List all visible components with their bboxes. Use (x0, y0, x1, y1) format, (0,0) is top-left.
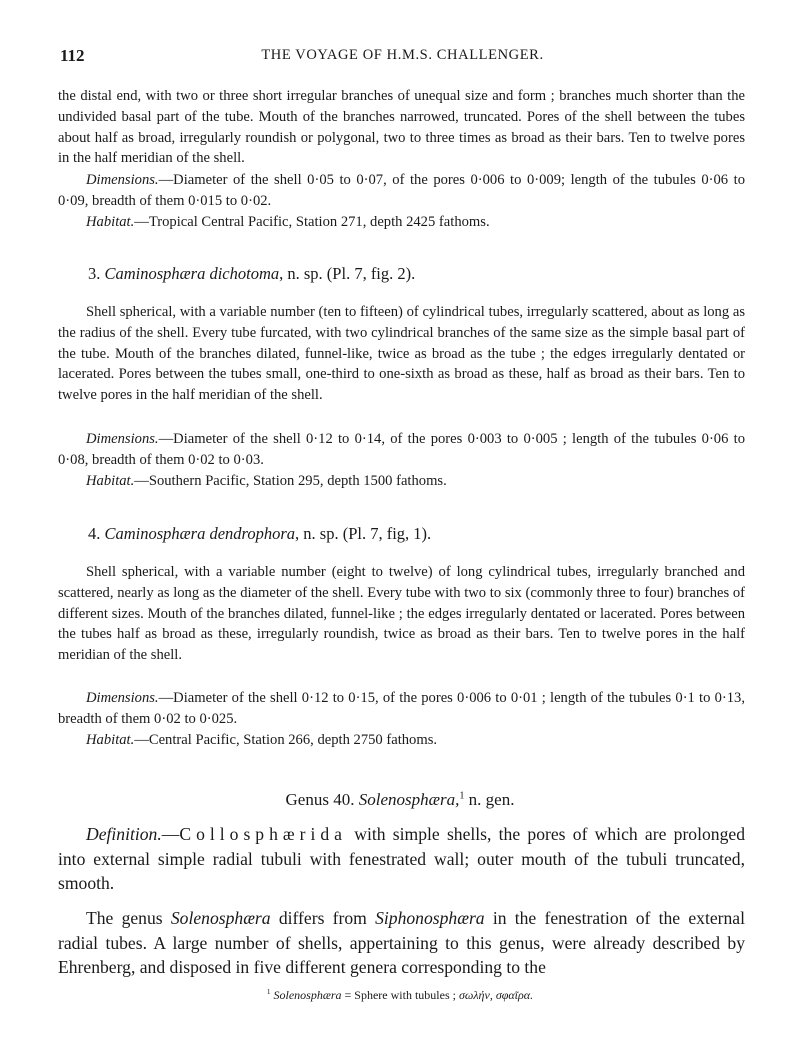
footnote-marker: 1 (459, 790, 465, 802)
dimensions-label: Dimensions. (86, 172, 159, 188)
species-4-habitat (58, 730, 745, 751)
species-3-suffix: , n. sp. (Pl. 7, fig. 2). (279, 264, 416, 283)
habitat-text: —Tropical Central Pacific, Station 271, depth 2425 fathoms. (134, 214, 490, 230)
genus-prefix: Genus 40. (285, 790, 355, 809)
species-3-name: Caminosphæra dichotoma (104, 264, 280, 283)
species-4-description: Shell spherical, with a variable number (eight to twelve) of long cylindrical tubes, irregularly branched and scattered, nearly as long as the diameter of the shell. Every tube with two to six (commonly three to four) branches of different sizes. Mouth of the branches dilated, funnel-like ; the edges irregularly dentated or lacerated. Pores between the tubes half as broad as these, irregularly roundish, twice as broad as their bars. Ten to twelve pores in the half meridian of the shell. (58, 564, 745, 664)
footnote-number: 1 (266, 988, 271, 996)
dimensions-text: —Diameter of the shell 0·12 to 0·15, of the pores 0·006 to 0·01 ; length of the tubules 0·1 to 0·13, breadth of them 0·02 to 0·025. (58, 690, 745, 727)
genus-paragraph-text-3: in the fenestration of the external radial tubes. A large number of shells, appertaining to this genus, were already described by Ehrenberg, and disposed in five different genera corresponding to the (58, 908, 745, 978)
species-4-name: Caminosphæra dendrophora (104, 524, 296, 543)
definition-family: Collosphærida (179, 824, 347, 844)
definition-label: Definition. (86, 824, 162, 844)
genus-definition: Definition.—Collosphærida with simple shells, the pores of which are prolonged into external simple radial tubuli with fenestrated wall; outer mouth of the tubuli truncated, smooth. (58, 824, 745, 894)
genus-heading (0, 790, 800, 810)
species-3-number: 3. (88, 264, 101, 283)
species-4-heading (88, 524, 431, 544)
page-header (60, 46, 745, 68)
footnote-greek: σωλήν, σφαῖρα. (458, 988, 534, 1002)
continuation-paragraph: the distal end, with two or three short irregular branches of unequal size and form ; branches much shorter than the undivided basal part of the tube. Mouth of the branches narrowed, truncated. Pores of the shell between the tubes about half as broad, irregularly roundish or polygonal, two to three times as broad as their bars. Ten to twelve pores in the half meridian of the shell. (58, 88, 745, 167)
genus-paragraph-text-1: The genus (86, 908, 163, 928)
species-3-heading (88, 264, 415, 284)
footnote (0, 988, 800, 1003)
genus-name: Solenosphæra, (358, 790, 460, 809)
genus-paragraph (58, 906, 745, 980)
continuation-habitat (58, 212, 745, 233)
habitat-text: —Southern Pacific, Station 295, depth 1500 fathoms. (134, 473, 447, 489)
genus-paragraph-name-2: Siphonosphæra (375, 908, 485, 928)
habitat-label: Habitat. (86, 214, 135, 230)
habitat-label: Habitat. (86, 732, 135, 748)
genus-paragraph-text-2: differs from (278, 908, 367, 928)
definition-text: with simple shells, the pores of which are prolonged into external simple radial tubuli with fenestrated wall; outer mouth of the tubuli truncated, smooth. (58, 824, 745, 894)
species-3-dimensions (58, 429, 745, 471)
habitat-label: Habitat. (86, 473, 135, 489)
page-number: 112 (60, 46, 85, 65)
running-title: THE VOYAGE OF H.M.S. CHALLENGER. (261, 47, 544, 63)
dimensions-text: —Diameter of the shell 0·12 to 0·14, of the pores 0·003 to 0·005 ; length of the tubules 0·06 to 0·08, breadth of them 0·02 to 0·03. (58, 431, 745, 468)
species-4-dimensions (58, 688, 745, 730)
genus-paragraph-name-1: Solenosphæra (170, 908, 271, 928)
footnote-term: Solenosphæra (273, 988, 342, 1002)
species-4-suffix: , n. sp. (Pl. 7, fig, 1). (295, 524, 432, 543)
species-3-description: Shell spherical, with a variable number (ten to fifteen) of cylindrical tubes, irregularly scattered, about as long as the radius of the shell. Every tube furcated, with two cylindrical branches of the same size as the simple basal part of the tube. Mouth of the branches dilated, funnel-like, twice as broad as the tube ; the edges irregularly dentated or lacerated. Pores between the tubes small, one-third to one-sixth as broad as these, half as broad as their bars. Ten to twelve pores in the half meridian of the shell. (58, 304, 745, 404)
dimensions-text: —Diameter of the shell 0·05 to 0·07, of the pores 0·006 to 0·009; length of the tubules 0·06 to 0·09, breadth of them 0·015 to 0·02. (58, 172, 745, 209)
habitat-text: —Central Pacific, Station 266, depth 2750 fathoms. (134, 732, 438, 748)
footnote-text: = Sphere with tubules ; (344, 988, 456, 1002)
species-4-number: 4. (88, 524, 101, 543)
dimensions-label: Dimensions. (86, 690, 159, 706)
species-3-habitat (58, 471, 745, 492)
dimensions-label: Dimensions. (86, 431, 159, 447)
genus-suffix: n. gen. (468, 790, 515, 809)
continuation-dimensions (58, 170, 745, 212)
